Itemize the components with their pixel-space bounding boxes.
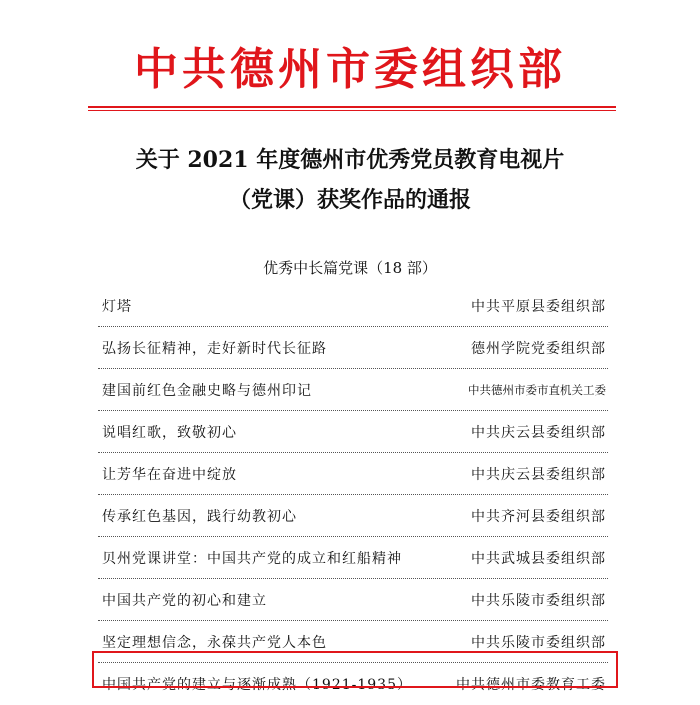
document-title-line2: （党课）获奖作品的通报 <box>228 187 471 213</box>
document-title <box>0 140 700 220</box>
entry-org: 德州学院党委组织部 <box>471 341 606 357</box>
letterhead-rule-thin <box>88 110 616 111</box>
entry-org: 中共平原县委组织部 <box>471 299 606 315</box>
list-item <box>98 495 608 537</box>
list-item <box>98 411 608 453</box>
list-item <box>98 369 608 411</box>
entry-org: 中共庆云县委组织部 <box>471 425 606 441</box>
entry-title: 坚定理想信念，永葆共产党人本色 <box>102 635 327 651</box>
entry-title: 建国前红色金融史略与德州印记 <box>102 383 312 399</box>
entry-list <box>98 285 608 705</box>
entry-org: 中共德州市委市直机关工委 <box>468 383 606 397</box>
entry-org: 中共庆云县委组织部 <box>471 467 606 483</box>
list-item <box>98 327 608 369</box>
highlight-box <box>92 651 618 688</box>
list-item <box>98 537 608 579</box>
entry-org: 中共武城县委组织部 <box>471 551 606 567</box>
entry-org: 中共齐河县委组织部 <box>471 509 606 525</box>
list-item <box>98 579 608 621</box>
entry-title: 贝州党课讲堂：中国共产党的成立和红船精神 <box>102 551 402 567</box>
letterhead-rule <box>88 106 616 108</box>
entry-title: 让芳华在奋进中绽放 <box>102 467 237 483</box>
list-item <box>98 453 608 495</box>
document-title-line1: 关于 2021 年度德州市优秀党员教育电视片 <box>135 147 565 173</box>
entry-org: 中共乐陵市委组织部 <box>471 593 606 609</box>
list-item <box>98 285 608 327</box>
entry-org: 中共德州市委教育工委 <box>456 677 606 693</box>
entry-title: 传承红色基因，践行幼教初心 <box>102 509 297 525</box>
entry-title: 灯塔 <box>102 299 132 315</box>
entry-title: 中国共产党的建立与逐渐成熟（1921-1935） <box>102 677 412 693</box>
entry-title: 弘扬长征精神，走好新时代长征路 <box>102 341 327 357</box>
entry-org: 中共乐陵市委组织部 <box>471 635 606 651</box>
entry-title: 中国共产党的初心和建立 <box>102 593 267 609</box>
section-title: 优秀中长篇党课（18 部） <box>263 259 437 277</box>
entry-title: 说唱红歌，致敬初心 <box>102 425 237 441</box>
letterhead-title: 中共德州市委组织部 <box>134 44 566 95</box>
